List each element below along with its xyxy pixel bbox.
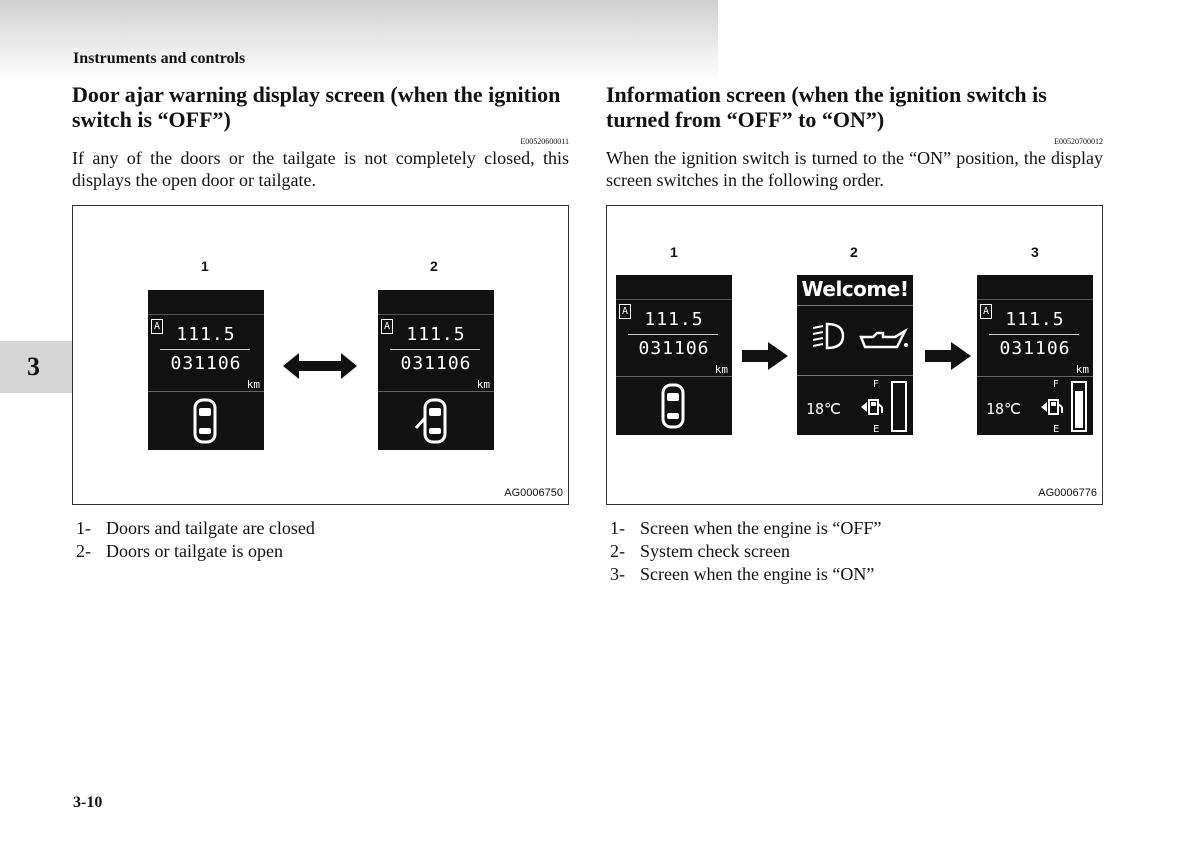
trip-a-badge: A: [619, 304, 631, 319]
car-doors-closed-icon: [148, 394, 264, 450]
trip-value: 111.5: [406, 324, 466, 345]
odometer-value: 031106: [170, 353, 242, 374]
fuel-full-label: F: [873, 379, 879, 390]
right-column: [606, 82, 1103, 586]
fuel-pump-icon: [861, 399, 883, 415]
screen-engine-on: [977, 275, 1093, 435]
figure-label-3: 3: [1031, 244, 1039, 260]
outside-temperature: 18℃: [986, 400, 1021, 418]
divider: [378, 391, 494, 392]
unit-label: km: [476, 378, 490, 391]
fuel-pump-icon: [1041, 399, 1063, 415]
divider: [797, 375, 913, 376]
welcome-text: Welcome!: [801, 277, 909, 301]
fuel-empty-label: E: [873, 424, 880, 435]
unit-label: km: [1075, 363, 1089, 376]
screen-system-check: [797, 275, 913, 435]
legend-text: Screen when the engine is “OFF”: [640, 518, 882, 538]
door-ajar-figure: [72, 205, 569, 505]
legend-item: [606, 517, 1103, 540]
screen-top-area: [378, 290, 494, 315]
figure-label-1: 1: [670, 244, 678, 260]
page-number: 3-10: [73, 794, 103, 811]
header-band: [0, 0, 718, 82]
oil-pressure-warning-icon: [857, 325, 909, 351]
headlight-warning-icon: [811, 319, 845, 353]
divider: [989, 334, 1079, 335]
legend-text: Screen when the engine is “ON”: [640, 564, 875, 584]
legend-item: [606, 540, 1103, 563]
figure-code: AG0006776: [1038, 487, 1097, 499]
left-paragraph: If any of the doors or the tailgate is not completely closed, this displays the open door or tailgate.: [72, 148, 569, 190]
odometer-value: 031106: [400, 353, 472, 374]
fuel-gauge-fill: [1075, 391, 1083, 428]
outside-temperature: 18℃: [806, 400, 841, 418]
left-legend: [72, 517, 569, 563]
trip-value: 111.5: [644, 309, 704, 330]
right-reference-code: E00520700012: [1054, 137, 1103, 146]
unit-label: km: [246, 378, 260, 391]
fuel-gauge: [1071, 381, 1087, 432]
divider: [616, 376, 732, 377]
odometer-value: 031106: [999, 338, 1071, 359]
screen-top-area: [977, 275, 1093, 300]
trip-value: 111.5: [1005, 309, 1065, 330]
left-reference-code: E00520600011: [520, 137, 569, 146]
right-arrow-icon: [742, 342, 788, 370]
information-screen-figure: [606, 205, 1103, 505]
display-screen-doors-closed: [148, 290, 264, 450]
trip-a-badge: A: [381, 319, 393, 334]
section-title: Instruments and controls: [73, 50, 246, 67]
trip-a-badge: A: [151, 319, 163, 334]
screen-top-area: [616, 275, 732, 300]
fuel-full-label: F: [1053, 379, 1059, 390]
fuel-empty-label: E: [1053, 424, 1060, 435]
legend-text: Doors or tailgate is open: [106, 541, 283, 561]
legend-number: 1-: [76, 518, 91, 538]
trip-a-badge: A: [980, 304, 992, 319]
figure-label-2: 2: [850, 244, 858, 260]
right-heading: Information screen (when the ignition switch is turned from “OFF” to “ON”): [606, 82, 1047, 132]
legend-text: Doors and tailgate are closed: [106, 518, 315, 538]
unit-label: km: [714, 363, 728, 376]
divider: [977, 376, 1093, 377]
left-heading: Door ajar warning display screen (when the ignition switch is “OFF”): [72, 82, 561, 132]
right-paragraph: When the ignition switch is turned to the “ON” position, the display screen switches in the following order.: [606, 148, 1103, 190]
left-column: [72, 82, 569, 563]
figure-code: AG0006750: [504, 487, 563, 499]
screen-top-area: [148, 290, 264, 315]
divider: [797, 305, 913, 306]
legend-item: [606, 563, 1103, 586]
figure-label-1: 1: [201, 258, 209, 274]
legend-text: System check screen: [640, 541, 790, 561]
right-legend: [606, 517, 1103, 586]
display-screen-door-open: [378, 290, 494, 450]
screen-engine-off: [616, 275, 732, 435]
car-door-open-icon: [378, 394, 494, 450]
fuel-gauge: [891, 381, 907, 432]
chapter-number: 3: [27, 352, 40, 381]
right-arrow-icon: [925, 342, 971, 370]
divider: [160, 349, 250, 350]
legend-number: 2-: [76, 541, 91, 561]
car-doors-closed-icon: [616, 379, 732, 435]
legend-item: [72, 517, 569, 540]
legend-item: [72, 540, 569, 563]
double-arrow-icon: [283, 351, 357, 381]
divider: [628, 334, 718, 335]
legend-number: 3-: [610, 564, 625, 584]
divider: [148, 391, 264, 392]
trip-value: 111.5: [176, 324, 236, 345]
legend-number: 2-: [610, 541, 625, 561]
divider: [390, 349, 480, 350]
figure-label-2: 2: [430, 258, 438, 274]
odometer-value: 031106: [638, 338, 710, 359]
legend-number: 1-: [610, 518, 625, 538]
